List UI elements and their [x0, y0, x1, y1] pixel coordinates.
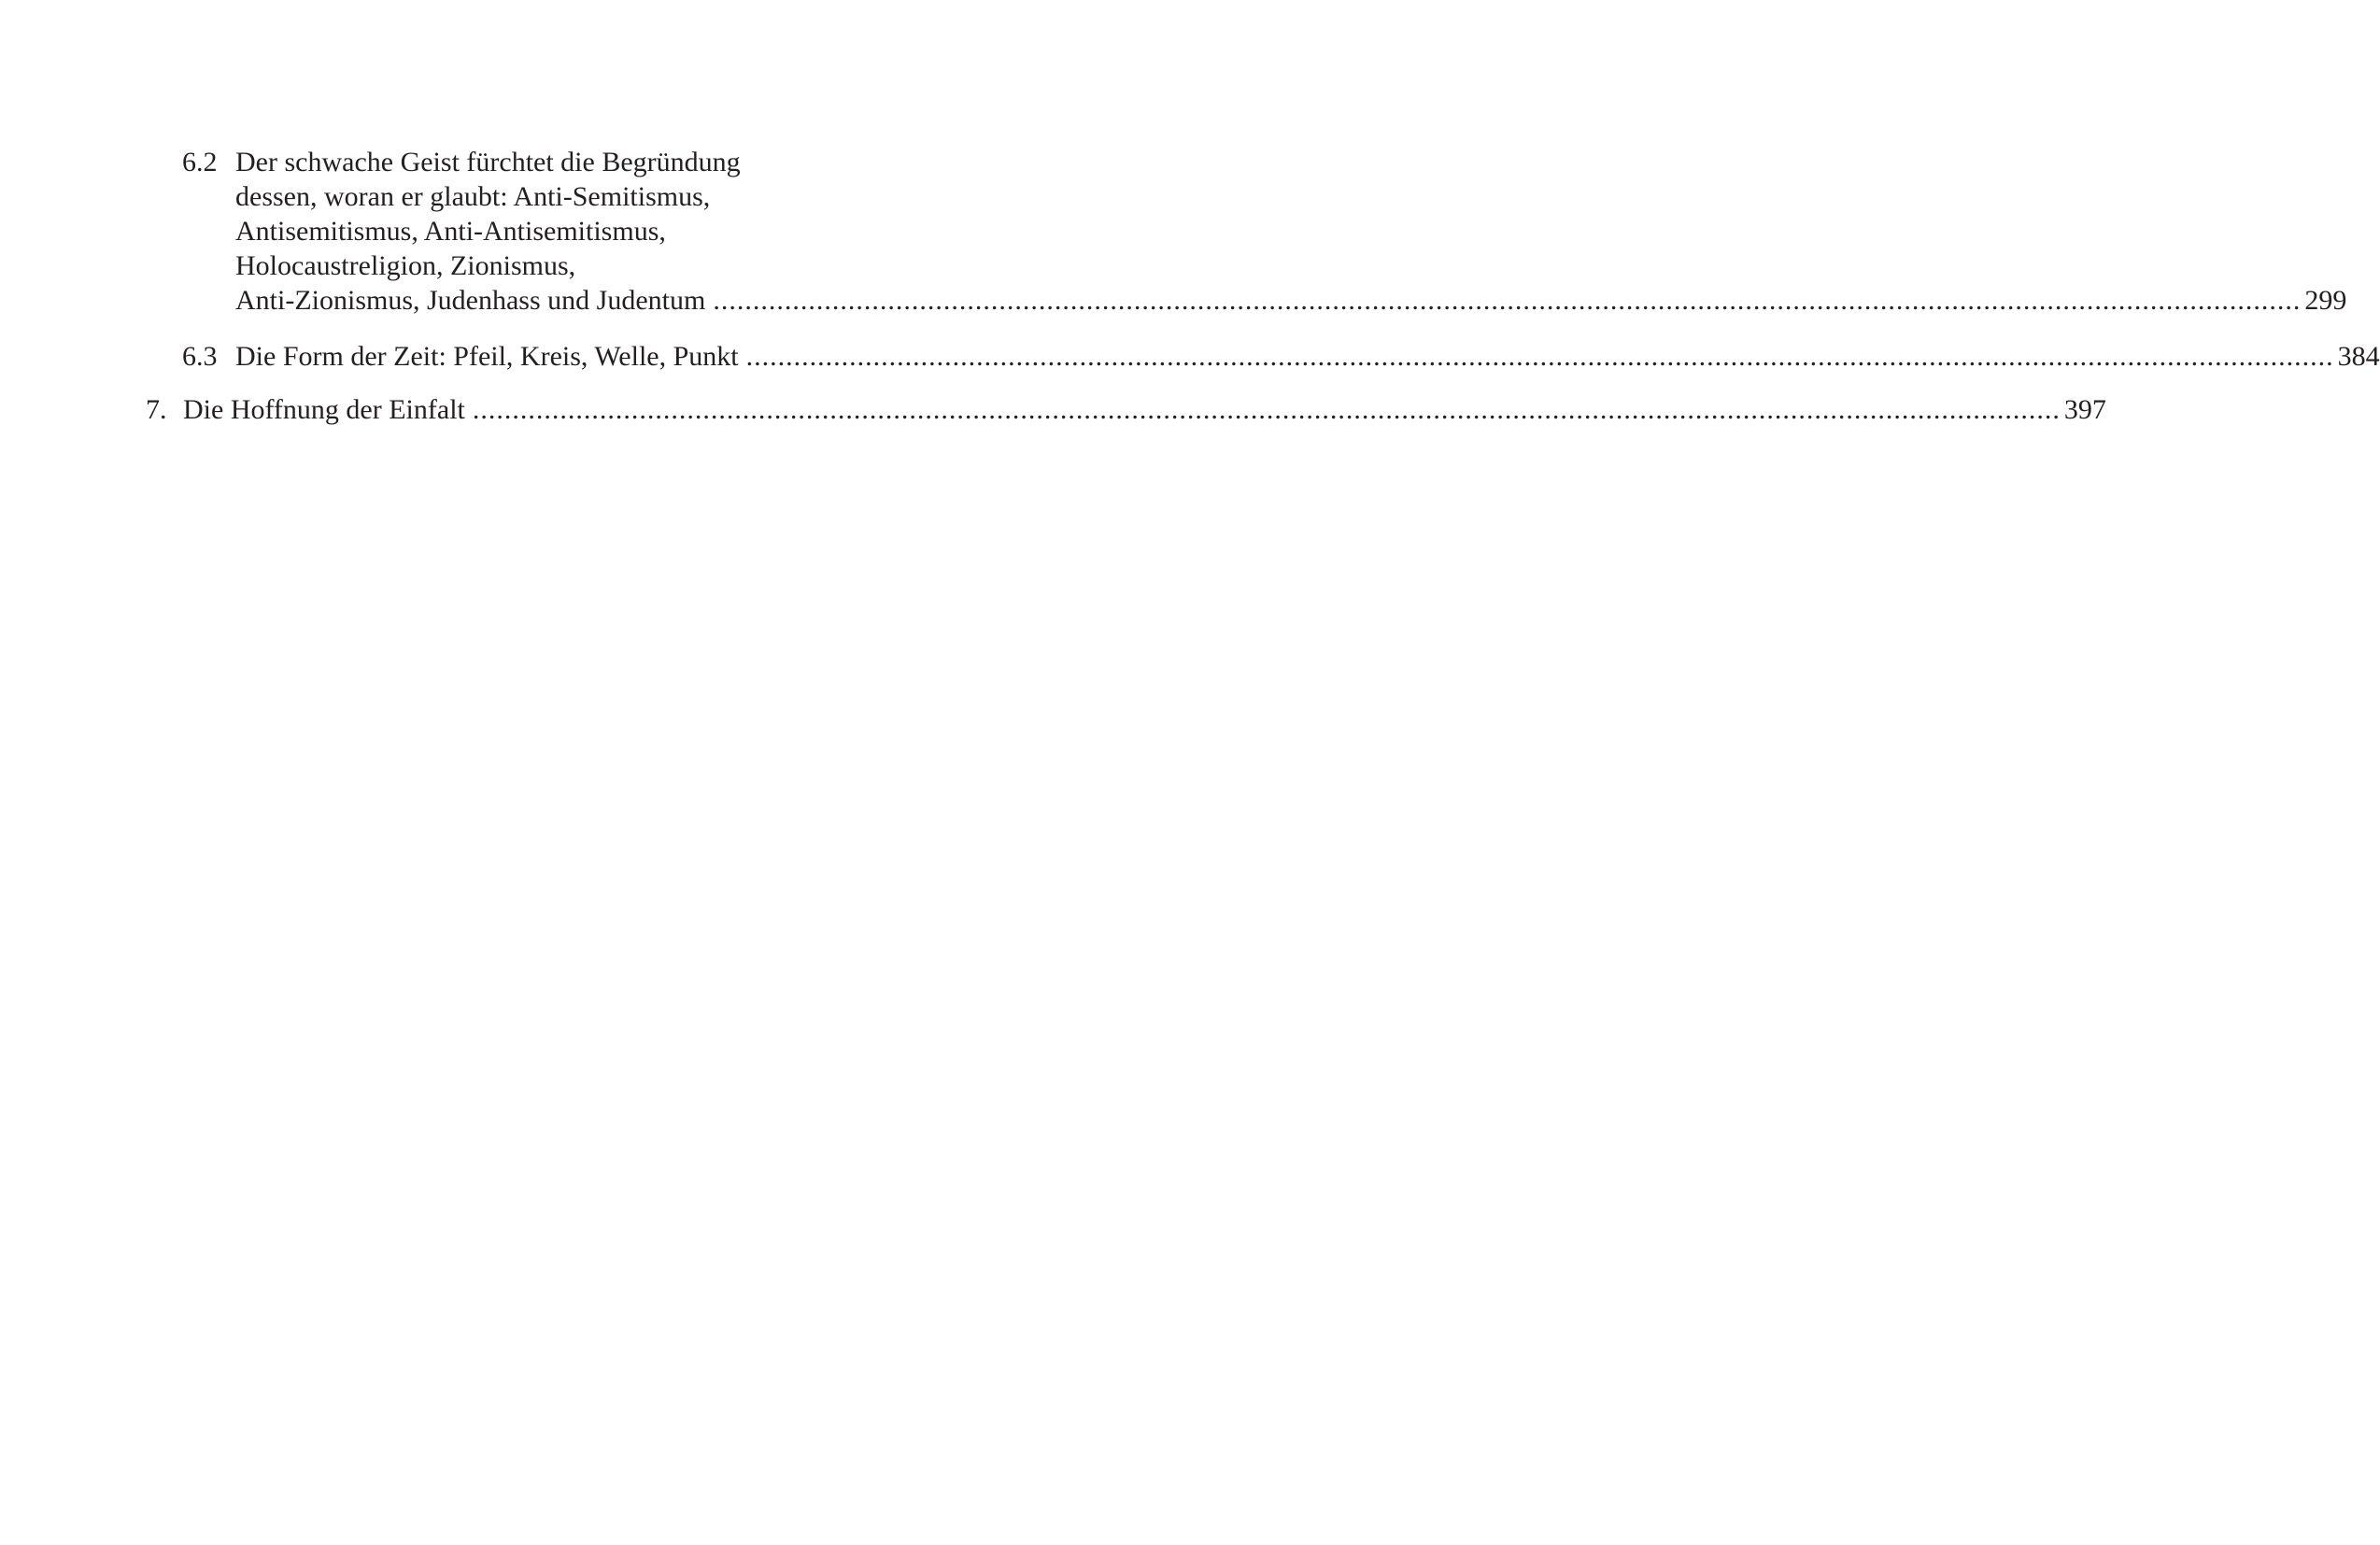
- toc-entry-last-line: [235, 339, 2380, 374]
- toc-entry-number: 6.2: [182, 147, 218, 177]
- dot-leader: ........................................................................................................................................................................................................: [745, 341, 2334, 372]
- dot-leader: ........................................................................................................................................................................................................: [472, 394, 2061, 425]
- toc-entry-7[interactable]: [146, 392, 2106, 427]
- toc-entry-page: 397: [2063, 394, 2106, 425]
- toc-entry-title-line: Die Hoffnung der Einfalt: [183, 394, 465, 425]
- toc-entry-title-line: Der schwache Geist fürchtet die Begründung: [235, 147, 741, 177]
- toc-entry-title-line: Holocaustreligion, Zionismus,: [235, 250, 576, 281]
- toc-entry-page: 299: [2304, 285, 2347, 316]
- toc-entry-title-line: Anti-Zionismus, Judenhass und Judentum: [235, 285, 706, 316]
- toc-entry-last-line: [235, 283, 2347, 318]
- toc-entry-last-line: [183, 392, 2106, 427]
- toc-entry-number: 6.3: [182, 341, 218, 372]
- toc-entry-title-line: Antisemitismus, Anti-Antisemitismus,: [235, 216, 666, 247]
- toc-entry-title-line: dessen, woran er glaubt: Anti-Semitismus,: [235, 181, 711, 212]
- toc-entry-page: 384: [2337, 341, 2380, 372]
- toc-entry-6-2[interactable]: [182, 145, 2347, 318]
- toc-entry-6-3[interactable]: [182, 339, 2380, 374]
- toc-entry-title-line: Die Form der Zeit: Pfeil, Kreis, Welle, Punkt: [235, 341, 739, 372]
- dot-leader: ........................................................................................................................................................................................................: [713, 285, 2302, 316]
- toc-entry-number: 7.: [146, 394, 167, 425]
